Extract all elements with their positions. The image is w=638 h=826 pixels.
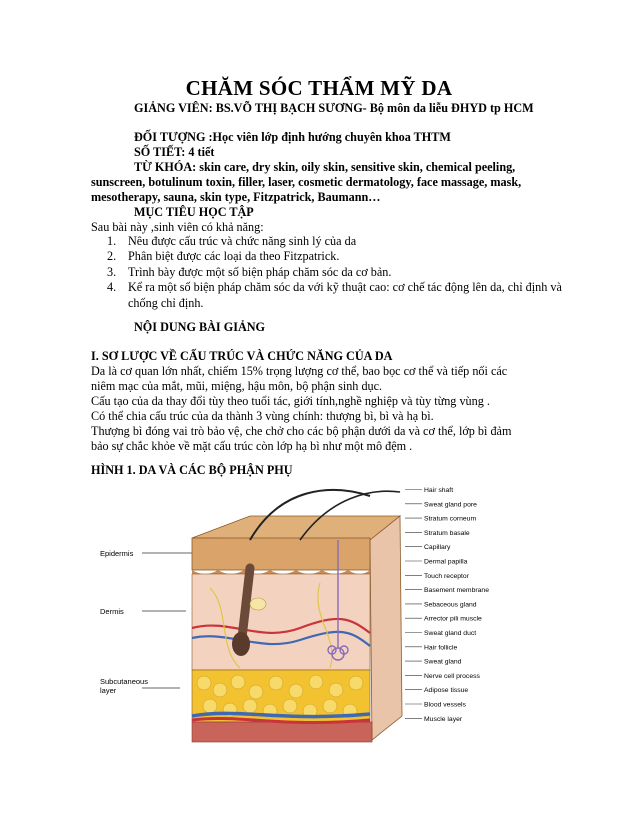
- document-title: CHĂM SÓC THẨM MỸ DA: [185, 76, 453, 100]
- figure-label: Sebaceous gland: [424, 601, 477, 609]
- figure-label: Hair follicle: [424, 644, 458, 652]
- list-text: Phân biệt được các loại da theo Fitzpatrick.: [128, 249, 340, 264]
- figure-label: Sweat gland pore: [424, 501, 477, 509]
- figure-label: Basement membrane: [424, 587, 489, 595]
- figure-label: Blood vessels: [424, 701, 466, 709]
- figure-label: Nerve cell process: [424, 672, 480, 680]
- paragraph-line: bảo sự chắc khỏe về mặt cấu trúc còn lớp hạ bì như một mô đệm .: [91, 439, 413, 453]
- list-number: 1.: [107, 234, 117, 248]
- content-heading: NỘI DUNG BÀI GIẢNG: [134, 320, 266, 334]
- figure-label: Adipose tissue: [424, 687, 469, 695]
- sebaceous-gland: [250, 598, 266, 610]
- objectives-heading: MỤC TIÊU HỌC TẬP: [134, 205, 254, 219]
- right-labels: [405, 487, 489, 723]
- list-number: 2.: [107, 249, 117, 264]
- figure-label: Arrector pili muscle: [424, 615, 482, 623]
- keywords-line-2: sunscreen, botulinum toxin, filler, laser, cosmetic dermatology, face massage, mask,: [91, 175, 522, 189]
- label-layer: layer: [100, 686, 117, 695]
- list-text: Nêu được cấu trúc và chức năng sinh lý của da: [128, 234, 357, 248]
- list-item: [102, 280, 584, 311]
- figure-label: Sweat gland duct: [424, 630, 477, 637]
- figure-heading: HÌNH 1. DA VÀ CÁC BỘ PHẬN PHỤ: [91, 463, 293, 477]
- list-item: [102, 234, 584, 249]
- lecturer-line: GIẢNG VIÊN: BS.VÕ THỊ BẠCH SƯƠNG- Bộ môn da liễu ĐHYD tp HCM: [134, 101, 534, 115]
- block-side-face: [370, 516, 402, 740]
- paragraph-line: Cấu tạo của da thay đổi tùy theo tuổi tác, giới tính,nghề nghiệp và tùy từng vùng .: [91, 394, 490, 408]
- paragraph-line: Thượng bì đóng vai trò bảo vệ, che chở cho các bộ phận dưới da và cơ thể, lớp bì đảm: [91, 424, 512, 438]
- paragraph-line: Da là cơ quan lớn nhất, chiếm 15% trọng lượng cơ thể, bao bọc cơ thể và tiếp nối các: [91, 364, 508, 378]
- periods-line: SỐ TIẾT: 4 tiết: [134, 145, 215, 159]
- section-1-heading: I. SƠ LƯỢC VỀ CẤU TRÚC VÀ CHỨC NĂNG CỦA DA: [91, 349, 393, 363]
- figure-label: Stratum corneum: [424, 515, 477, 523]
- list-text: Kể ra một số biện pháp chăm sóc da với kỹ thuật cao: cơ chế tác động lên da, chỉ định và chống chỉ định.: [128, 280, 562, 310]
- figure-label: Hair shaft: [424, 487, 454, 494]
- list-number: 3.: [107, 264, 117, 279]
- objectives-intro: Sau bài này ,sinh viên có khả năng:: [91, 220, 264, 234]
- paragraph-line: niêm mạc của mắt, mũi, miệng, hậu môn, bộ phận sinh dục.: [91, 379, 383, 393]
- label-subcutaneous: Subcutaneous: [100, 677, 148, 686]
- epidermis-layer: [192, 538, 370, 570]
- objectives-list: [102, 234, 584, 311]
- dermal-papillae: [192, 570, 370, 574]
- keywords-line-1: TỪ KHÓA: skin care, dry skin, oily skin, sensitive skin, chemical peeling,: [134, 160, 516, 174]
- list-number: 4.: [107, 280, 117, 295]
- keywords-line-3: mesotherapy, sauna, skin type, Fitzpatrick, Baumann…: [91, 190, 381, 204]
- figure-label: Stratum basale: [424, 529, 470, 537]
- skin-cross-section-figure: [100, 478, 500, 748]
- list-item: [102, 249, 584, 264]
- figure-label: Sweat gland: [424, 658, 462, 666]
- label-epidermis: Epidermis: [100, 549, 134, 558]
- figure-label: Dermal papilla: [424, 558, 468, 566]
- figure-label: Muscle layer: [424, 715, 463, 723]
- left-leader-lines: [142, 553, 192, 688]
- label-dermis: Dermis: [100, 607, 124, 616]
- list-text: Trình bày được một số biện pháp chăm sóc da cơ bản.: [128, 264, 392, 279]
- hair-bulb: [232, 632, 250, 656]
- paragraph-line: Có thể chia cấu trúc của da thành 3 vùng chính: thượng bì, bì và hạ bì.: [91, 409, 434, 423]
- muscle-layer: [192, 722, 372, 742]
- list-item: [102, 265, 584, 280]
- figure-label: Touch receptor: [424, 572, 469, 580]
- figure-label: Capillary: [424, 544, 451, 552]
- epidermis-top-face: [192, 516, 400, 540]
- audience-line: ĐỐI TƯỢNG :Học viên lớp định hướng chuyên khoa THTM: [134, 130, 451, 144]
